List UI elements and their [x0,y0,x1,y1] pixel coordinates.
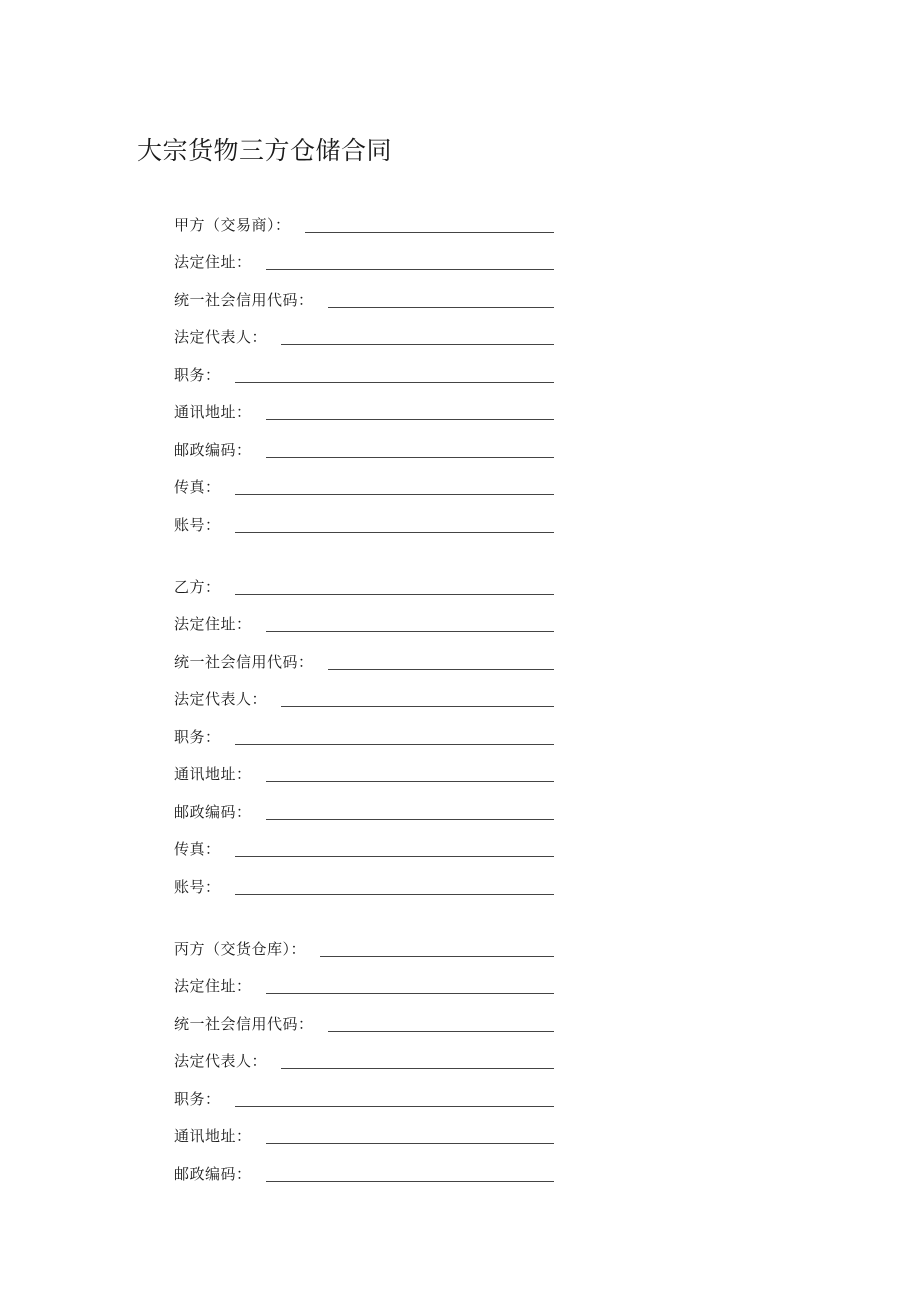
field-row [174,998,554,1036]
field-label: 传真： [174,840,221,858]
party-b-section [174,561,554,899]
fill-in-blank-line[interactable] [235,1088,554,1107]
field-label: 法定住址： [174,253,252,271]
fill-in-blank-line[interactable] [266,251,554,270]
field-label: 通讯地址： [174,1127,252,1145]
field-label: 法定代表人： [174,328,268,346]
field-label: 账号： [174,877,221,896]
field-row [174,462,554,500]
field-label: 邮政编码： [174,1164,252,1183]
fill-in-blank-line[interactable] [266,439,554,458]
field-row [174,424,554,462]
field-label: 乙方： [174,577,221,596]
fill-in-blank-line[interactable] [281,688,554,707]
field-label: 职务： [174,727,221,746]
field-row [174,824,554,862]
field-label: 邮政编码： [174,440,252,459]
field-label: 丙方（交货仓库）： [174,939,307,958]
fill-in-blank-line[interactable] [305,214,554,233]
field-row [174,1111,554,1149]
field-label: 统一社会信用代码： [174,652,314,671]
field-label: 法定住址： [174,615,252,633]
field-label: 职务： [174,1089,221,1108]
fill-in-blank-line[interactable] [328,1013,554,1032]
fill-in-blank-line[interactable] [266,1163,554,1182]
fill-in-blank-line[interactable] [235,364,554,383]
field-label: 邮政编码： [174,802,252,821]
field-row [174,923,554,961]
field-row [174,674,554,712]
field-label: 通讯地址： [174,765,252,783]
field-label: 法定代表人： [174,690,268,708]
field-label: 统一社会信用代码： [174,290,314,309]
field-row [174,499,554,537]
field-row [174,199,554,237]
fill-in-blank-line[interactable] [235,476,554,495]
fill-in-blank-line[interactable] [266,801,554,820]
fill-in-blank-line[interactable] [320,938,554,957]
fill-in-blank-line[interactable] [281,326,554,345]
party-c-section [174,923,554,1186]
field-label: 统一社会信用代码： [174,1014,314,1033]
field-row [174,599,554,637]
field-row [174,1073,554,1111]
field-row [174,237,554,275]
page-title: 大宗货物三方仓储合同 [137,136,393,165]
field-row [174,711,554,749]
fill-in-blank-line[interactable] [235,726,554,745]
field-label: 职务： [174,365,221,384]
field-row [174,312,554,350]
field-row [174,749,554,787]
fill-in-blank-line[interactable] [281,1050,554,1069]
fill-in-blank-line[interactable] [328,289,554,308]
field-label: 甲方（交易商）： [174,215,291,234]
fill-in-blank-line[interactable] [266,401,554,420]
fill-in-blank-line[interactable] [266,613,554,632]
field-row [174,1148,554,1186]
field-label: 传真： [174,478,221,496]
field-row [174,861,554,899]
field-row [174,561,554,599]
field-row [174,636,554,674]
field-row [174,349,554,387]
fill-in-blank-line[interactable] [235,876,554,895]
field-row [174,387,554,425]
field-row [174,274,554,312]
fill-in-blank-line[interactable] [266,1125,554,1144]
field-row [174,1036,554,1074]
field-label: 法定代表人： [174,1052,268,1070]
fill-in-blank-line[interactable] [235,514,554,533]
field-row [174,786,554,824]
field-label: 通讯地址： [174,403,252,421]
fill-in-blank-line[interactable] [266,975,554,994]
field-label: 法定住址： [174,977,252,995]
party-a-section [174,199,554,537]
fill-in-blank-line[interactable] [266,763,554,782]
fill-in-blank-line[interactable] [235,576,554,595]
field-row [174,961,554,999]
field-label: 账号： [174,515,221,534]
fill-in-blank-line[interactable] [328,651,554,670]
fill-in-blank-line[interactable] [235,838,554,857]
